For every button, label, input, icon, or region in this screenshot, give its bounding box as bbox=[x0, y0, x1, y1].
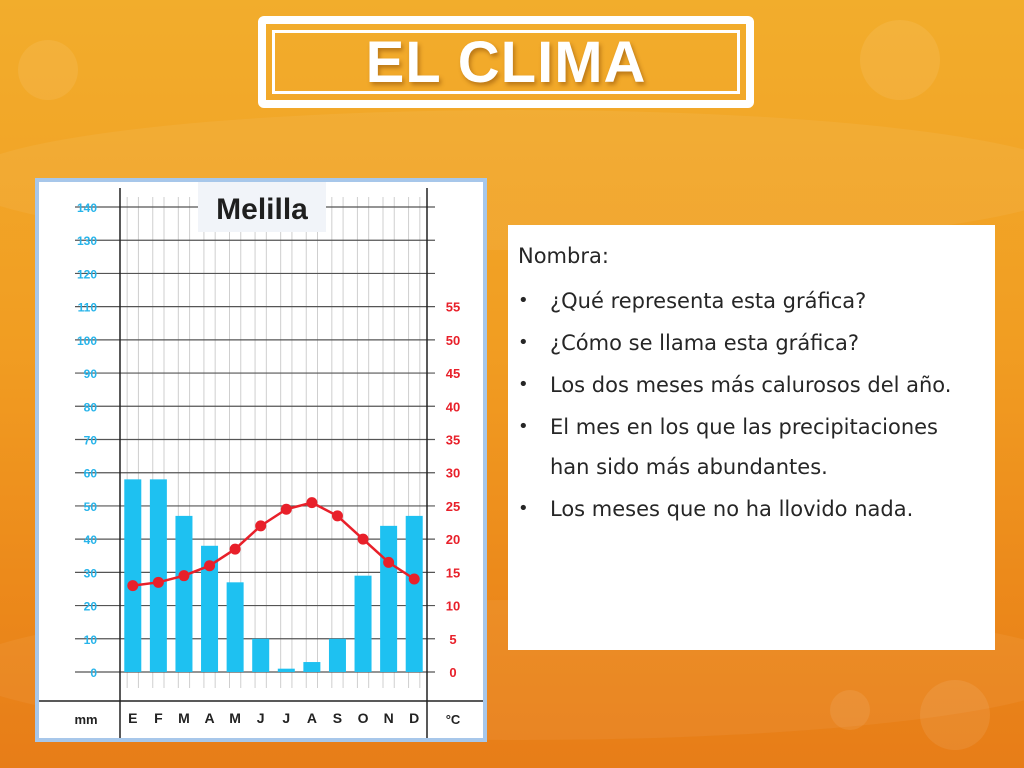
month-label: A bbox=[306, 710, 317, 726]
month-label: D bbox=[409, 710, 420, 726]
left-tick-label: 20 bbox=[83, 599, 97, 614]
right-tick-label: 45 bbox=[445, 366, 461, 382]
temperature-point bbox=[409, 574, 420, 585]
left-tick-label: 50 bbox=[83, 499, 97, 514]
bullet-icon: • bbox=[518, 290, 529, 311]
precipitation-bar bbox=[303, 662, 320, 672]
left-tick-label: 40 bbox=[83, 533, 97, 548]
left-tick-label: 80 bbox=[83, 400, 97, 415]
temperature-point bbox=[153, 577, 164, 588]
right-tick-label: 55 bbox=[445, 299, 461, 315]
temperature-point bbox=[383, 557, 394, 568]
month-label: O bbox=[357, 710, 369, 726]
flower-decoration bbox=[830, 690, 870, 730]
question-item bbox=[518, 281, 981, 321]
month-label: M bbox=[178, 710, 190, 726]
right-tick-label: 0 bbox=[449, 665, 457, 680]
temperature-point bbox=[255, 520, 266, 531]
right-tick-label: 20 bbox=[445, 532, 461, 548]
precipitation-bar bbox=[329, 639, 346, 672]
precipitation-bar bbox=[175, 516, 192, 672]
month-label: F bbox=[154, 710, 163, 726]
precipitation-bar bbox=[406, 516, 423, 672]
temperature-point bbox=[230, 544, 241, 555]
temperature-point bbox=[332, 510, 343, 521]
right-tick-label: 15 bbox=[445, 565, 461, 581]
precipitation-bar bbox=[227, 582, 244, 672]
left-tick-label: 0 bbox=[90, 666, 97, 680]
bullet-icon: • bbox=[518, 332, 529, 353]
precipitation-bar bbox=[380, 526, 397, 672]
question-text: Los meses que no ha llovido nada. bbox=[550, 497, 914, 521]
month-label: A bbox=[204, 710, 215, 726]
bullet-icon: • bbox=[518, 498, 529, 519]
right-tick-label: 5 bbox=[449, 631, 457, 647]
month-label: J bbox=[256, 710, 265, 726]
left-tick-label: 100 bbox=[76, 333, 97, 348]
chart-title: Melilla bbox=[216, 193, 308, 226]
temperature-point bbox=[204, 560, 215, 571]
month-label: S bbox=[332, 710, 343, 726]
precipitation-bar bbox=[278, 669, 295, 672]
precipitation-bar bbox=[355, 576, 372, 672]
question-list bbox=[518, 281, 981, 529]
precipitation-bar bbox=[124, 479, 141, 672]
slide-title: EL CLIMA bbox=[365, 29, 647, 95]
precipitation-bar bbox=[150, 479, 167, 672]
right-axis-unit: °C bbox=[445, 712, 461, 727]
question-text: ¿Qué representa esta gráfica? bbox=[550, 289, 867, 313]
title-box bbox=[258, 16, 754, 108]
question-item bbox=[518, 489, 981, 529]
left-tick-label: 120 bbox=[76, 267, 97, 282]
climograph-chart bbox=[35, 178, 487, 742]
left-tick-label: 140 bbox=[76, 201, 97, 215]
question-text: El mes en los que las precipitaciones han sido más abundantes. bbox=[550, 415, 938, 479]
left-tick-label: 10 bbox=[83, 632, 97, 647]
temperature-point bbox=[127, 580, 138, 591]
left-tick-label: 90 bbox=[83, 367, 97, 382]
right-tick-label: 40 bbox=[445, 399, 461, 415]
right-tick-label: 50 bbox=[445, 332, 461, 348]
left-tick-label: 110 bbox=[77, 300, 97, 315]
question-item bbox=[518, 365, 981, 405]
left-tick-label: 130 bbox=[76, 234, 97, 249]
question-text: ¿Cómo se llama esta gráfica? bbox=[550, 331, 859, 355]
month-label: E bbox=[128, 710, 138, 726]
flower-decoration bbox=[920, 680, 990, 750]
temperature-point bbox=[178, 570, 189, 581]
temperature-point bbox=[306, 497, 317, 508]
prompt-label: Nombra: bbox=[518, 244, 609, 268]
precipitation-bar bbox=[252, 639, 269, 672]
left-axis-unit: mm bbox=[74, 712, 98, 727]
question-text: Los dos meses más calurosos del año. bbox=[550, 373, 952, 397]
question-item bbox=[518, 323, 981, 363]
bullet-icon: • bbox=[518, 416, 529, 437]
right-tick-label: 25 bbox=[445, 498, 461, 514]
right-tick-label: 35 bbox=[445, 432, 461, 448]
climograph-svg bbox=[35, 178, 487, 742]
title-inner-border bbox=[272, 30, 740, 94]
questions-panel bbox=[508, 225, 995, 650]
month-label: N bbox=[383, 710, 394, 726]
flower-decoration bbox=[860, 20, 940, 100]
month-label: J bbox=[282, 710, 291, 726]
temperature-point bbox=[281, 504, 292, 515]
temperature-point bbox=[358, 534, 369, 545]
month-label: M bbox=[229, 710, 241, 726]
right-tick-label: 30 bbox=[445, 465, 461, 481]
left-tick-label: 60 bbox=[83, 466, 97, 481]
flower-decoration bbox=[18, 40, 78, 100]
left-tick-label: 70 bbox=[83, 433, 97, 448]
bullet-icon: • bbox=[518, 374, 529, 395]
question-item bbox=[518, 407, 981, 487]
left-tick-label: 30 bbox=[83, 566, 97, 581]
right-tick-label: 10 bbox=[445, 598, 461, 614]
